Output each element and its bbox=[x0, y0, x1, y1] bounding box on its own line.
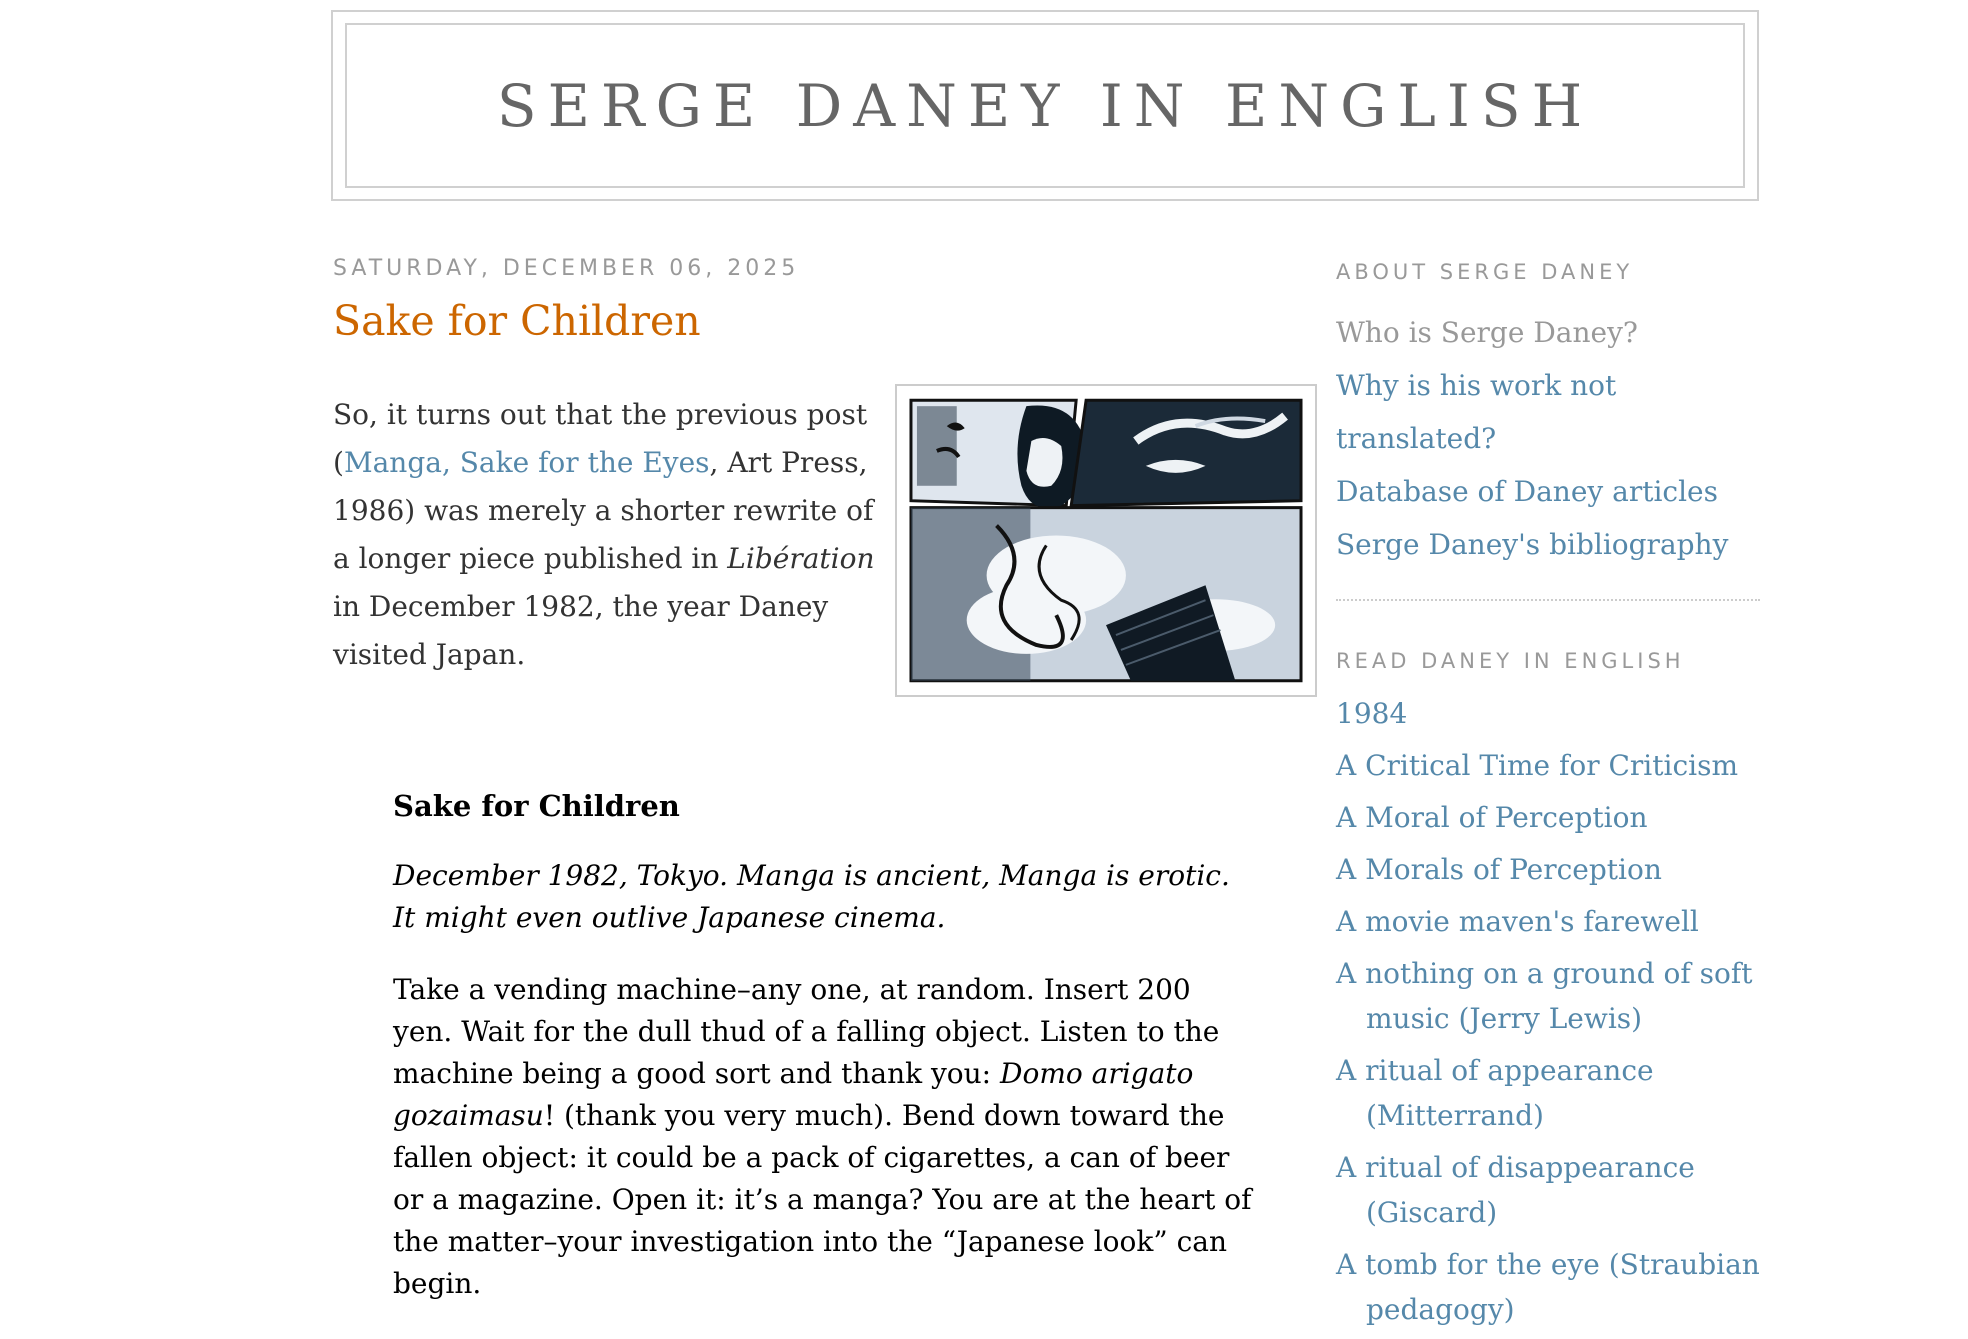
read-link-item bbox=[1336, 1242, 1766, 1332]
blog-header bbox=[331, 10, 1759, 201]
about-heading: ABOUT SERGE DANEY bbox=[1336, 260, 1634, 284]
post-title[interactable]: Sake for Children bbox=[333, 297, 701, 345]
read-link-item bbox=[1336, 691, 1766, 736]
sidebar bbox=[1336, 252, 1766, 1339]
sidebar-divider bbox=[1336, 599, 1760, 601]
article-link[interactable]: A Critical Time for Criticism bbox=[1336, 749, 1739, 782]
blog-title[interactable]: SERGE DANEY IN ENGLISH bbox=[496, 71, 1594, 140]
intro-text-3: in December 1982, the year Daney visited Japan. bbox=[333, 590, 829, 671]
read-link-item bbox=[1336, 795, 1766, 840]
quote-body-text-1: Take a vending machine–any one, at random. Insert 200 yen. Wait for the dull thud of a falling object. Listen to the machine being a good sort and thank you: bbox=[393, 973, 1220, 1090]
intro-text-1: So, it turns out that the previous post ( bbox=[333, 398, 868, 479]
manga-image[interactable] bbox=[895, 384, 1317, 697]
read-links bbox=[1336, 691, 1766, 1332]
blog-header-inner bbox=[345, 23, 1745, 188]
about-widget bbox=[1336, 260, 1766, 571]
read-link-item bbox=[1336, 743, 1766, 788]
read-link-item bbox=[1336, 1048, 1766, 1138]
read-link-item bbox=[1336, 847, 1766, 892]
about-links bbox=[1336, 306, 1766, 571]
liberation-italic: Libération bbox=[727, 542, 875, 575]
database-link[interactable]: Database of Daney articles bbox=[1336, 475, 1718, 508]
quoted-article-title: Sake for Children bbox=[393, 789, 680, 823]
read-link-item bbox=[1336, 899, 1766, 944]
who-is-daney-link[interactable]: Who is Serge Daney? bbox=[1336, 316, 1638, 349]
article-link[interactable]: 1984 bbox=[1336, 697, 1408, 730]
about-link-item bbox=[1336, 518, 1766, 571]
article-link[interactable]: A ritual of disappearance (Giscard) bbox=[1336, 1151, 1695, 1229]
article-link[interactable]: A movie maven's farewell bbox=[1336, 905, 1699, 938]
intro-text-2: , Art Press, 1986) was merely a shorter rewrite of a longer piece published in bbox=[333, 446, 874, 575]
quoted-article-body bbox=[393, 969, 1253, 1305]
read-widget bbox=[1336, 649, 1766, 1332]
post-intro-text bbox=[333, 391, 893, 679]
article-link[interactable]: A nothing on a ground of soft music (Jerry Lewis) bbox=[1336, 957, 1753, 1035]
quoted-article bbox=[393, 789, 1253, 1305]
about-link-item bbox=[1336, 359, 1766, 465]
read-link-item bbox=[1336, 951, 1766, 1041]
about-link-item bbox=[1336, 306, 1766, 359]
article-link[interactable]: A ritual of appearance (Mitterrand) bbox=[1336, 1054, 1654, 1132]
about-link-item bbox=[1336, 465, 1766, 518]
article-link[interactable]: A tomb for the eye (Straubian pedagogy) bbox=[1336, 1248, 1760, 1326]
quote-body-text-2: ! (thank you very much). Bend down toward the fallen object: it could be a pack of cigarettes, a can of beer or a magazine. Open it: it’s a manga? You are at the heart of the matter–your investigation into the “Japanese look” can begin. bbox=[393, 1099, 1252, 1300]
why-not-translated-link[interactable]: Why is his work not translated? bbox=[1336, 369, 1617, 455]
read-link-item bbox=[1336, 1145, 1766, 1235]
quote-body-italic: Domo arigato gozaimasu bbox=[393, 1057, 1194, 1132]
article-link[interactable]: A Moral of Perception bbox=[1336, 801, 1648, 834]
quoted-article-lede: December 1982, Tokyo. Manga is ancient, Manga is erotic. It might even outlive Japanese cinema. bbox=[393, 859, 1230, 934]
main-column bbox=[333, 252, 1317, 1305]
manga-sake-link[interactable]: Manga, Sake for the Eyes bbox=[343, 446, 710, 479]
post-intro-block bbox=[333, 391, 1317, 703]
bibliography-link[interactable]: Serge Daney's bibliography bbox=[1336, 528, 1729, 561]
post-date: SATURDAY, DECEMBER 06, 2025 bbox=[333, 256, 800, 281]
manga-illustration bbox=[907, 396, 1305, 685]
read-heading: READ DANEY IN ENGLISH bbox=[1336, 649, 1685, 673]
article-link[interactable]: A Morals of Perception bbox=[1336, 853, 1662, 886]
